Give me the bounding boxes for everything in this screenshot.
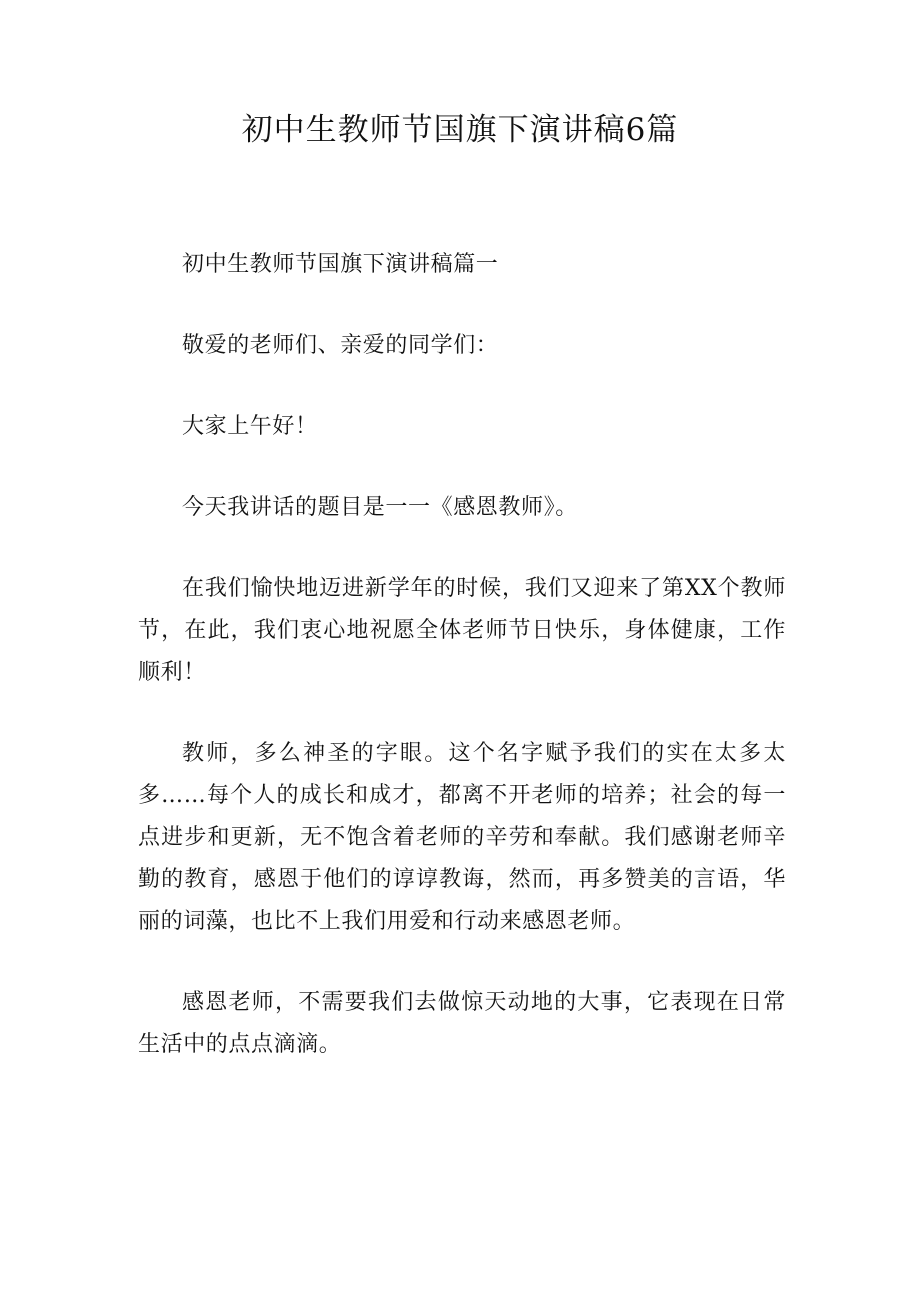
greeting: 大家上午好！ <box>182 414 318 439</box>
salutation: 敬爱的老师们、亲爱的同学们： <box>182 333 499 358</box>
paragraph: 教师，多么神圣的字眼。这个名字赋予我们的实在太多太多……每个人的成长和成才，都离不开老师的培养；社会的每一点进步和更新，无不饱含着老师的辛劳和奉献。我们感谢老师辛勤的教育，感恩于他们的谆谆教诲，然而，再多赞美的言语，华丽的词藻，也比不上我们用爱和行动来感恩老师。 <box>138 741 786 934</box>
section-heading: 初中生教师节国旗下演讲稿篇一 <box>182 252 499 277</box>
speech-topic: 今天我讲话的题目是一一《感恩教师》。 <box>182 495 578 520</box>
paragraph: 感恩老师，不需要我们去做惊天动地的大事，它表现在日常生活中的点点滴滴。 <box>138 990 786 1057</box>
paragraph: 在我们愉快地迈进新学年的时候，我们又迎来了第XX个教师节，在此，我们衷心地祝愿全体老师节日快乐，身体健康，工作顺利！ <box>138 576 786 685</box>
document-title: 初中生教师节国旗下演讲稿6篇 <box>241 112 679 148</box>
document-body <box>138 244 786 1105</box>
